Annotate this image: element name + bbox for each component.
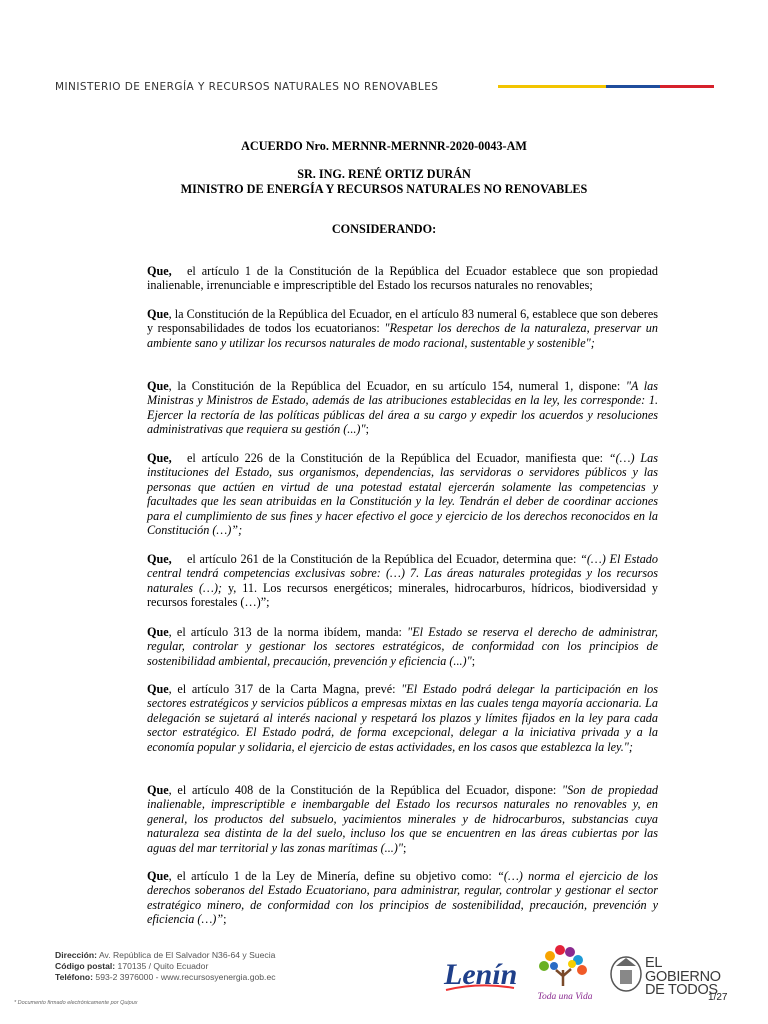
flag-stripe: [498, 85, 714, 88]
toda-una-vida-logo: [530, 942, 600, 1006]
ministry-header: MINISTERIO DE ENERGÍA Y RECURSOS NATURALES NO RENOVABLES: [55, 81, 439, 93]
paragraph: Que, el artículo 317 de la Carta Magna, prevé: "El Estado podrá delegar la participación en los sectores estratégicos y servicios públicos a empresas mixtas en las cuales tenga mayoría accionaria. La delegación se sujetará al interés nacional y respetará los plazos y límites fijados en la ley para cada sector estratégico. El Estado podrá, de forma excepcional, delegar a la iniciativa privada y a la economía popular y solidaria, el ejercicio de estas actividades, en los casos que establezca la ley.";: [147, 682, 658, 754]
gobierno-text: EL GOBIERNO DE TODOS: [645, 955, 721, 998]
paragraph: Que, la Constitución de la República del Ecuador, en su artículo 154, numeral 1, dispone: "A las Ministras y Ministros de Estado, además de las atribuciones establecidas en la ley, les corresponde: 1. Ejercer la rectoría de las políticas públicas del área a su cargo y expedir los acuerdos y resoluciones administrativas que requiera su gestión (...)";: [147, 379, 658, 437]
considerando-heading: CONSIDERANDO:: [331, 222, 437, 236]
acuerdo-number: ACUERDO Nro. MERNNR-MERNNR-2020-0043-AM: [241, 139, 527, 153]
paragraph: Que, el artículo 1 de la Constitución de la República del Ecuador establece que son propiedad inalienable, irrenunciable e imprescriptible del Estado los recursos naturales no renovables;: [147, 264, 658, 293]
paragraph: Que, el artículo 261 de la Constitución de la República del Ecuador, determina que: “(…) El Estado central tendrá competencias exclusivas sobre: (…) 7. Las áreas naturales protegidas y los recursos naturales (…); y, 11. Los recursos energéticos; minerales, hidrocarburos, hídricos, biodiversidad y recursos forestales (…)”;: [147, 552, 658, 610]
signature-note: * Documento firmado electrónicamente por Quipux: [14, 1000, 138, 1006]
page-number: 1/27: [708, 992, 728, 1003]
lenin-logo: [440, 950, 518, 1000]
paragraph: Que, la Constitución de la República del Ecuador, en el artículo 83 numeral 6, establece que son deberes y responsabilidades de todos los ecuatorianos: "Respetar los derechos de la naturaleza, preservar un ambiente sano y utilizar los recursos naturales de modo racional, sustentable y sostenible";: [147, 307, 658, 350]
paragraph: Que, el artículo 313 de la norma ibídem, manda: "El Estado se reserva el derecho de administrar, regular, controlar y gestionar los sectores estratégicos, de conformidad con los principios de sostenibilidad ambiental, precaución, prevención y eficiencia (...)";: [147, 625, 658, 668]
paragraph: Que, el artículo 1 de la Ley de Minería, define su objetivo como: “(…) norma el ejercicio de los derechos soberanos del Estado Ecuatoriano, para administrar, regular, controlar y gestionar el sector estratégico minero, de conformidad con los principios de sostenibilidad, precaución, prevención y eficiencia (…)”;: [147, 869, 658, 927]
footer-contact: Dirección: Av. República de El Salvador N36-64 y Suecia Código postal: 170135 / Quito Ecuador Teléfono: 593-2 3976000 - www.recursosyenergia.gob.ec: [55, 950, 276, 983]
paragraph: Que, el artículo 408 de la Constitución de la República del Ecuador, dispone: "Son de propiedad inalienable, imprescriptible e inembargable del Estado los recursos naturales no renovables y, en general, los productos del subsuelo, yacimientos minerales y de hidrocarburos, substancias cuya naturaleza sea distinta de la del suelo, incluso los que se encuentren en las áreas cubiertas por las aguas del mar territorial y las zonas marítimas (...)";: [147, 783, 659, 855]
svg-text:Toda una Vida: Toda una Vida: [537, 992, 593, 1002]
minister-name: SR. ING. RENÉ ORTIZ DURÁN: [297, 167, 471, 181]
paragraph: Que, el artículo 226 de la Constitución de la República del Ecuador, manifiesta que: “(…) Las instituciones del Estado, sus organismos, dependencias, las servidoras o servidores públicos y las personas que actúen en virtud de una potestad estatal ejercerán solamente las competencias y facultades que les sean atribuidas en la Constitución y la ley. Tendrán el deber de coordinar acciones para el cumplimiento de sus fines y hacer efectivo el goce y ejercicio de los derechos reconocidos en la Constitución (…)”;: [147, 451, 658, 538]
svg-text:Lenín: Lenín: [444, 958, 518, 991]
ministry-title: MINISTRO DE ENERGÍA Y RECURSOS NATURALES NO RENOVABLES: [180, 182, 588, 196]
